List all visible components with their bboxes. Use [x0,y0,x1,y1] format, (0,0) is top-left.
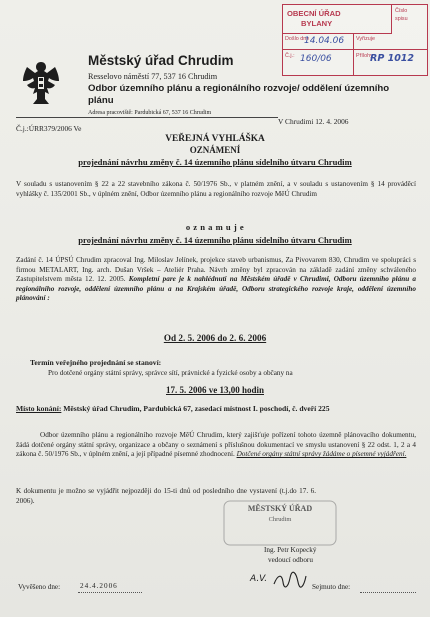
reference-number: Č.j.:ÚRR379/2006 Ve [16,124,82,133]
stamp-label-cj: Č.j.: [285,53,295,59]
signatory-role: vedoucí odboru [268,556,313,564]
posted-date-line [78,592,142,593]
announcement-title: VEŘEJNÁ VYHLÁŠKA [165,134,265,144]
handwritten-number: RP 1012 [370,53,415,64]
handwritten-cj: 160/06 [300,54,332,64]
workplace-address: Adresa pracoviště: Pardubická 67, 537 16 Chrudim [88,110,212,116]
place-label: Místo konání: [16,404,62,413]
initials-signature: A.V. [250,574,268,584]
stamp-label-vyrizuje: Vyřizuje [356,36,375,42]
office-emphasis: Dotčené orgány státní správy žádáme o písemné vyjádření. [236,450,407,459]
announcement-subject-2: projednání návrhu změny č. 14 územního plánu sídelního útvaru Chrudim [78,235,352,245]
removed-label: Sejmuto dne: [312,583,351,591]
place-paragraph [16,404,416,414]
display-period: Od 2. 5. 2006 do 2. 6. 2006 [163,333,267,343]
coat-of-arms-logo [18,58,64,110]
removed-date-line [360,592,416,593]
announcement-subject: projednání návrhu změny č. 14 územního plánu sídelního útvaru Chrudim [78,157,352,167]
announcement-subtitle: OZNÁMENÍ [189,145,241,155]
oznamuje-heading: o z n a m u j e [185,222,245,232]
signatory-name: Ing. Petr Kopecký [264,546,317,554]
term-heading: Termín veřejného projednání se stanoví: [30,358,162,367]
stamp-label-prilohy: Přílohy [356,53,373,59]
place-date: V Chrudimi 12. 4. 2006 [278,117,349,126]
body-emphasis: Kompletní pare je k nahlédnutí na Městském úřadě v Chrudimi, Odboru územního plánu a regionálního rozvoje, oddělení územního plánu a na Krajském úřadě, Odboru strategického rozvoje kraje, oddělení územního plánování : [16,275,416,303]
office-plain: Odbor územního plánu a regionálního rozvoje MěÚ Chrudim, který zajišťuje pořízení tohoto územně plánovacího dokumentu, žádá dotčené orgány státní správy, organizace a občany o seznámení s příslušnou dokumentací ve smyslu ustanovení § 22 odst. 1, 2 a 4 zákona č. 50/1976 Sb., v úplném znění, a její případné písemné zhodnocení. [16,431,416,459]
posted-label: Vyvěšeno dne: [18,583,61,591]
intro-paragraph: V souladu s ustanovením § 22 a 22 stavebního zákona č. 50/1976 Sb., v platném znění, a v souladu s ustanovením § 14 prováděcí vyhlášky č. 135/2001 Sb., v úplném znění, Odbor územního plánu a regionálního rozvoje MěÚ Chrudim [16,180,416,198]
stamp-label-spisu: spisu [395,16,408,22]
stamp-office-line1: MĚSTSKÝ ÚŘAD [247,504,313,513]
term-line2: Pro dotčené orgány státní správy, správce sítí, právnické a fyzické osoby a občany na [48,369,293,377]
body-plain: Zadání č. 14 ÚPSÚ Chrudim zpracoval Ing. Miloslav Jelínek, projekce staveb urbanismus, Za Pivovarem 830, Chrudim ve spolupráci s firmou METALART, Ing. arch. Dušan Vršek – Ateliér Praha. Návrh změny byl zpracován na základě zadání změny schváleného Zastupitelstvem města 12. 12. 2005. [16,256,416,284]
body-paragraph [16,256,416,304]
department-name: Odbor územního plánu a regionálního rozvoje/ oddělení územního plánu [88,83,390,106]
stamp-label-doslo: Došlo dne [285,36,310,42]
handwritten-signature [272,570,308,590]
stamp-label-cislo: Číslo [395,8,408,14]
office-address: Resselovo náměstí 77, 537 16 Chrudim [88,72,218,81]
stamp-office: OBECNÍ ÚŘAD [287,9,341,18]
stamp-office-line2: Chrudim [268,516,292,523]
deadline-paragraph: K dokumentu je možno se vyjádřit nejpozději do 15-ti dnů od posledního dne vystavení (t.j.do 17. 6. 2006). [16,487,316,505]
stamp-village: BYLANY [301,19,333,28]
header-divider [16,117,278,118]
posted-date: 24.4.2006 [80,582,118,590]
hearing-date: 17. 5. 2006 ve 13,00 hodin [165,385,264,395]
handwritten-received-date: 14.04.06 [304,36,345,46]
office-paragraph [16,431,416,460]
place-text: Městský úřad Chrudim, Pardubická 67, zasedací místnost I. poschodí, č. dveří 225 [63,404,330,413]
office-name: Městský úřad Chrudim [88,53,234,68]
